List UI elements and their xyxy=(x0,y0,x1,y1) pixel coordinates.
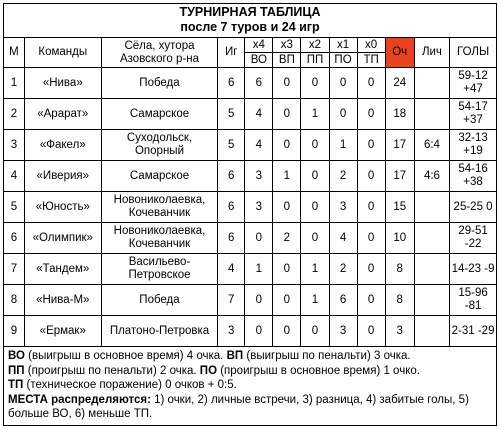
cell-village: Новониколаевка, Кочеванчик xyxy=(101,192,217,223)
cell-points: 15 xyxy=(385,192,414,223)
cell-place: 1 xyxy=(4,68,25,99)
cell-vp: 0 xyxy=(273,68,301,99)
cell-team: «Нива-М» xyxy=(24,285,101,316)
cell-tp: 0 xyxy=(357,223,385,254)
cell-pp: 0 xyxy=(301,130,329,161)
note-po-abbr: ПО xyxy=(199,364,218,377)
cell-vp: 0 xyxy=(273,99,301,130)
cell-team: «Олимпик» xyxy=(24,223,101,254)
col-points: Оч xyxy=(385,38,414,68)
cell-tp: 0 xyxy=(357,161,385,192)
cell-village: Самарское xyxy=(101,99,217,130)
cell-games: 3 xyxy=(218,316,245,347)
note-line-3 xyxy=(8,378,492,393)
cell-personal xyxy=(414,192,449,223)
note-places-label: МЕСТА распределяются: xyxy=(8,393,151,406)
standings-table xyxy=(3,37,497,347)
cell-team: «Юность» xyxy=(24,192,101,223)
cell-pp: 1 xyxy=(301,285,329,316)
col-vp: ВП xyxy=(273,53,301,68)
cell-pp: 0 xyxy=(301,316,329,347)
cell-goals: 14-23 -9 xyxy=(450,254,497,285)
cell-po: 3 xyxy=(329,192,357,223)
table-row xyxy=(4,161,497,192)
cell-goals: 59-12 +47 xyxy=(450,68,497,99)
cell-tp: 0 xyxy=(357,68,385,99)
cell-goals: 32-13 +19 xyxy=(450,130,497,161)
cell-vo: 3 xyxy=(245,161,273,192)
cell-vp: 0 xyxy=(273,285,301,316)
cell-vp: 1 xyxy=(273,161,301,192)
note-pp-abbr: ПП xyxy=(8,364,25,377)
col-x4: х4 xyxy=(245,38,273,53)
cell-team: «Арарат» xyxy=(24,99,101,130)
table-row xyxy=(4,99,497,130)
cell-personal xyxy=(414,316,449,347)
table-row xyxy=(4,192,497,223)
col-goals: ГОЛЫ xyxy=(450,38,497,68)
note-vp-abbr: ВП xyxy=(226,350,244,362)
cell-team: «Факел» xyxy=(24,130,101,161)
cell-games: 6 xyxy=(218,161,245,192)
cell-vo: 1 xyxy=(245,254,273,285)
cell-games: 6 xyxy=(218,68,245,99)
cell-vo: 3 xyxy=(245,192,273,223)
note-places-text: 1) очки, 2) личные встречи, 3) разница, 4) забитые голы, 5) больше ВО, 6) меньше ТП. xyxy=(8,393,469,420)
cell-pp: 0 xyxy=(301,192,329,223)
table-row xyxy=(4,68,497,99)
cell-place: 8 xyxy=(4,285,25,316)
cell-vo: 0 xyxy=(245,285,273,316)
cell-place: 7 xyxy=(4,254,25,285)
cell-points: 10 xyxy=(385,223,414,254)
cell-pp: 1 xyxy=(301,254,329,285)
cell-games: 6 xyxy=(218,223,245,254)
cell-place: 4 xyxy=(4,161,25,192)
note-places xyxy=(8,393,492,422)
cell-village: Васильево-Петровское xyxy=(101,254,217,285)
cell-personal: 4:6 xyxy=(414,161,449,192)
col-x0: х0 xyxy=(357,38,385,53)
note-line-1 xyxy=(8,349,492,364)
table-row xyxy=(4,130,497,161)
cell-vp: 2 xyxy=(273,223,301,254)
cell-tp: 0 xyxy=(357,254,385,285)
cell-po: 2 xyxy=(329,254,357,285)
cell-points: 17 xyxy=(385,130,414,161)
cell-village: Победа xyxy=(101,285,217,316)
cell-vo: 4 xyxy=(245,130,273,161)
cell-goals: 29-51 -22 xyxy=(450,223,497,254)
note-tp-abbr: ТП xyxy=(8,379,24,391)
cell-vp: 0 xyxy=(273,316,301,347)
legend-notes xyxy=(3,347,497,426)
table-row xyxy=(4,316,497,347)
col-vo: ВО xyxy=(245,53,273,68)
cell-place: 3 xyxy=(4,130,25,161)
cell-village: Суходольск, Опорный xyxy=(101,130,217,161)
cell-tp: 0 xyxy=(357,285,385,316)
col-village: Сёла, хутора Азовского р-на xyxy=(101,38,217,68)
title-block xyxy=(3,3,497,37)
col-personal: Лич xyxy=(414,38,449,68)
cell-team: «Ермак» xyxy=(24,316,101,347)
note-vp-text: (выигрыш по пенальти) 3 очка. xyxy=(246,350,411,362)
standings-document xyxy=(3,3,497,426)
cell-po: 1 xyxy=(329,130,357,161)
col-pp: ПП xyxy=(301,53,329,68)
cell-pp: 0 xyxy=(301,68,329,99)
cell-tp: 0 xyxy=(357,192,385,223)
cell-points: 17 xyxy=(385,161,414,192)
cell-games: 4 xyxy=(218,254,245,285)
cell-place: 2 xyxy=(4,99,25,130)
table-row xyxy=(4,285,497,316)
cell-goals: 15-96 -81 xyxy=(450,285,497,316)
note-pp-text: (проигрыш по пенальти) 2 очка. xyxy=(27,364,197,377)
cell-village: Самарское xyxy=(101,161,217,192)
table-row xyxy=(4,223,497,254)
cell-tp: 0 xyxy=(357,99,385,130)
cell-team: «Тандем» xyxy=(24,254,101,285)
cell-tp: 0 xyxy=(357,130,385,161)
cell-team: «Нива» xyxy=(24,68,101,99)
note-tp-text: (техническое поражение) 0 очков + 0:5. xyxy=(26,379,237,391)
cell-village: Платоно-Петровка xyxy=(101,316,217,347)
cell-personal xyxy=(414,68,449,99)
cell-place: 5 xyxy=(4,192,25,223)
cell-vp: 0 xyxy=(273,192,301,223)
cell-personal xyxy=(414,99,449,130)
note-vo-abbr: ВО xyxy=(8,350,25,362)
col-place: М xyxy=(4,38,25,68)
note-po-text: (проигрыш в основное время) 1 очко. xyxy=(220,364,420,377)
col-team: Команды xyxy=(24,38,101,68)
cell-pp: 1 xyxy=(301,99,329,130)
col-x1: х1 xyxy=(329,38,357,53)
cell-vp: 0 xyxy=(273,130,301,161)
table-subtitle: после 7 туров и 24 игр xyxy=(180,20,320,34)
cell-po: 4 xyxy=(329,223,357,254)
cell-po: 3 xyxy=(329,316,357,347)
cell-games: 5 xyxy=(218,130,245,161)
cell-personal xyxy=(414,223,449,254)
cell-vo: 0 xyxy=(245,316,273,347)
cell-personal xyxy=(414,254,449,285)
cell-points: 8 xyxy=(385,254,414,285)
cell-games: 6 xyxy=(218,192,245,223)
cell-tp: 0 xyxy=(357,316,385,347)
cell-points: 8 xyxy=(385,285,414,316)
cell-pp: 0 xyxy=(301,223,329,254)
cell-vo: 0 xyxy=(245,223,273,254)
cell-vo: 4 xyxy=(245,99,273,130)
cell-pp: 0 xyxy=(301,161,329,192)
col-tp: ТП xyxy=(357,53,385,68)
cell-place: 6 xyxy=(4,223,25,254)
cell-po: 6 xyxy=(329,285,357,316)
cell-vo: 6 xyxy=(245,68,273,99)
cell-village: Победа xyxy=(101,68,217,99)
cell-po: 0 xyxy=(329,68,357,99)
col-po: ПО xyxy=(329,53,357,68)
cell-games: 7 xyxy=(218,285,245,316)
table-row xyxy=(4,254,497,285)
col-x3: х3 xyxy=(273,38,301,53)
cell-vp: 0 xyxy=(273,254,301,285)
table-title: ТУРНИРНАЯ ТАБЛИЦА xyxy=(179,5,321,19)
col-games: Иг xyxy=(218,38,245,68)
table-header xyxy=(4,38,497,68)
cell-goals: 54-17 +37 xyxy=(450,99,497,130)
cell-village: Новониколаевка, Кочеванчик xyxy=(101,223,217,254)
cell-games: 5 xyxy=(218,99,245,130)
cell-po: 2 xyxy=(329,161,357,192)
cell-personal xyxy=(414,285,449,316)
cell-points: 24 xyxy=(385,68,414,99)
cell-goals: 25-25 0 xyxy=(450,192,497,223)
cell-goals: 54-16 +38 xyxy=(450,161,497,192)
cell-personal: 6:4 xyxy=(414,130,449,161)
table-body xyxy=(4,68,497,347)
col-x2: х2 xyxy=(301,38,329,53)
cell-points: 3 xyxy=(385,316,414,347)
cell-place: 9 xyxy=(4,316,25,347)
cell-team: «Иверия» xyxy=(24,161,101,192)
cell-goals: 2-31 -29 xyxy=(450,316,497,347)
note-line-2 xyxy=(8,364,492,379)
cell-po: 0 xyxy=(329,99,357,130)
note-vo-text: (выигрыш в основное время) 4 очка. xyxy=(28,350,224,362)
cell-points: 18 xyxy=(385,99,414,130)
